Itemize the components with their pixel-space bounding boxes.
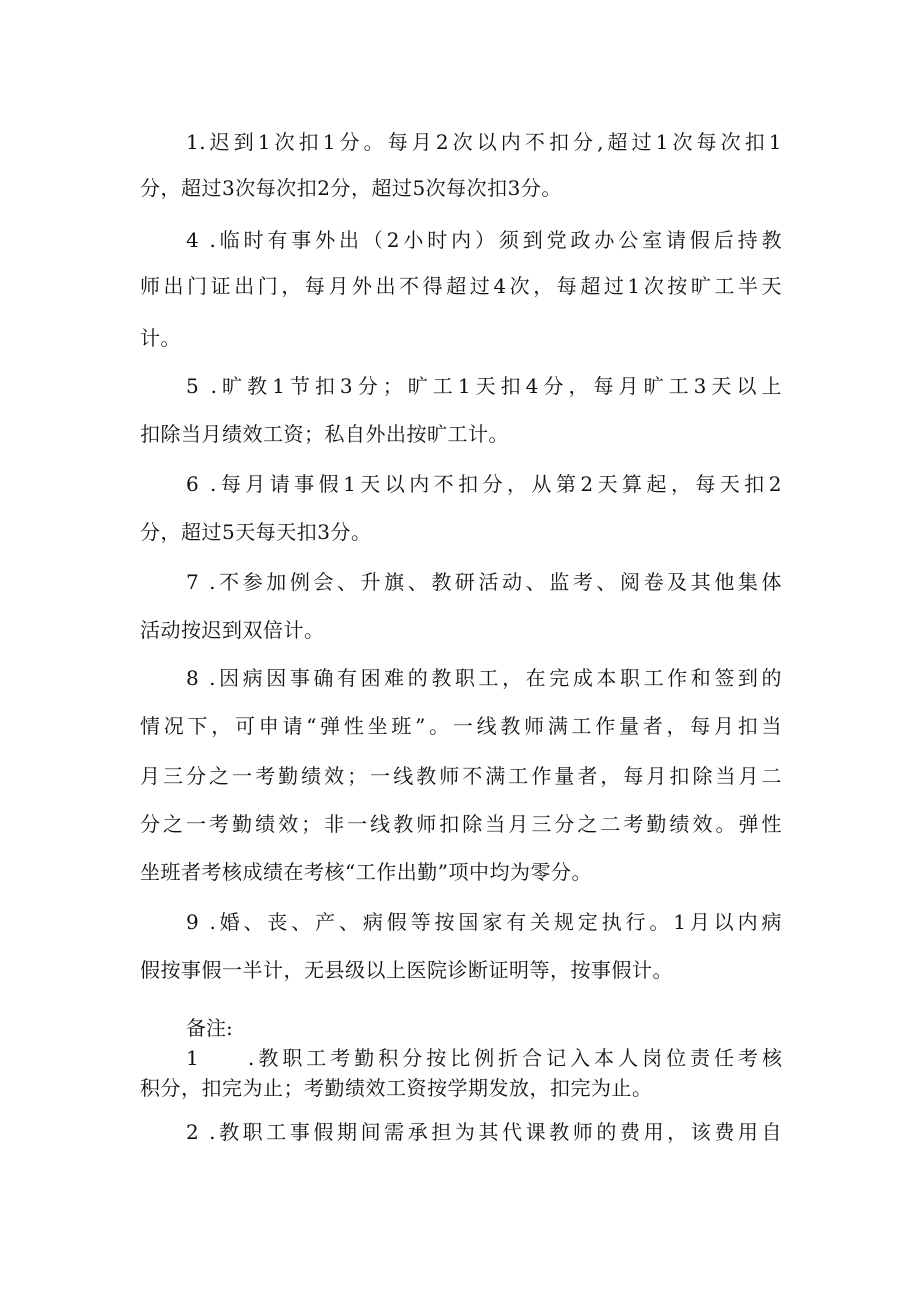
rule-9-line-1: 9 .婚、丧、产、病假等按国家有关规定执行。1月以内病 [186, 910, 782, 934]
rule-4-line-1: 4 .临时有事外出（2小时内）须到党政办公室请假后持教 [186, 228, 782, 252]
rule-8-line-5: 坐班者考核成绩在考核“工作出勤”项中均为零分。 [140, 860, 592, 884]
rule-8-line-2: 情况下，可申请“弹性坐班”。一线教师满工作量者，每月扣当 [140, 714, 782, 738]
rule-7-line-1: 7 .不参加例会、升旗、教研活动、监考、阅卷及其他集体 [186, 570, 782, 594]
rule-9-line-2: 假按事假一半计，无县级以上医院诊断证明等，按事假计。 [140, 958, 673, 982]
rule-8-line-4: 分之一考勤绩效；非一线教师扣除当月三分之二考勤绩效。弹性 [140, 812, 782, 836]
rule-1-line-2: 分，超过3次每次扣2分，超过5次每次扣3分。 [140, 176, 562, 200]
note-1-line-1: .教职工考勤积分按比例折合记入本人岗位责任考核 [248, 1046, 782, 1070]
rule-1-line-1: 1.迟到1次扣1分。每月2次以内不扣分,超过1次每次扣1 [186, 130, 782, 154]
rule-5-line-2: 扣除当月绩效工资；私自外出按旷工计。 [140, 422, 509, 446]
note-1-line-2: 积分，扣完为止；考勤绩效工资按学期发放，扣完为止。 [140, 1076, 653, 1100]
rule-4-line-2: 师出门证出门，每月外出不得超过4次，每超过1次按旷工半天 [140, 274, 782, 298]
rule-6-line-2: 分，超过5天每天扣3分。 [140, 520, 372, 544]
note-2-line-1: 2 .教职工事假期间需承担为其代课教师的费用，该费用自 [186, 1120, 782, 1144]
rule-6-line-1: 6 .每月请事假1天以内不扣分，从第2天算起，每天扣2 [186, 472, 782, 496]
rule-8-line-3: 月三分之一考勤绩效；一线教师不满工作量者，每月扣除当月二 [140, 764, 782, 788]
rule-8-line-1: 8 .因病因事确有困难的教职工，在完成本职工作和签到的 [186, 666, 782, 690]
note-1-number: 1 [186, 1046, 199, 1070]
rule-4-line-3: 计。 [140, 326, 181, 350]
rule-7-line-2: 活动按迟到双倍计。 [140, 618, 325, 642]
rule-5-line-1: 5 .旷教1节扣3分；旷工1天扣4分，每月旷工3天以上 [186, 374, 782, 398]
notes-heading: 备注: [186, 1016, 233, 1040]
